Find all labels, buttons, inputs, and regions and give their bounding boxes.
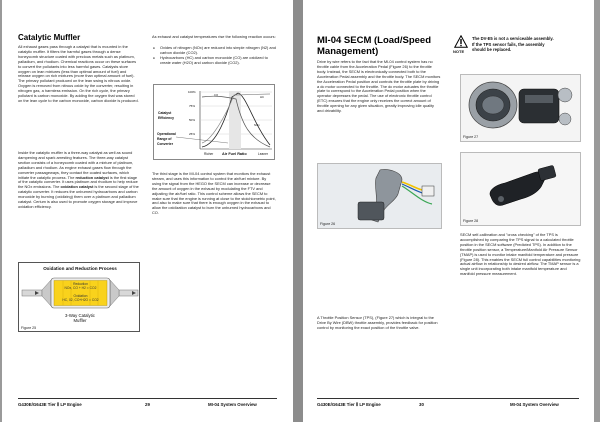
oxidation-reduction-diagram xyxy=(18,262,140,332)
figure-28-label: Figure 28 xyxy=(463,219,479,223)
curve-label-hc: HC xyxy=(260,95,265,99)
left-footer-model: G430E/G643E Tier Ⅱ LP Engine xyxy=(18,402,82,407)
warning-icon xyxy=(454,35,468,48)
reaction-bullet-hc-co: ● Hydrocarbons (HC) and carbon monoxide (CO) are oxidized to create water (H2O) and carbon dioxide (CO2). xyxy=(152,56,276,66)
throttle-body-illustration xyxy=(461,75,581,142)
para2-text-c: is the second stage of the catalytic converter. It reduces the unburned hydrocarbons and carbon monoxide by burning (oxidizing) them over a platinum and palladium catalyst. Cerium is also used to promote oxygen storage and improve oxidation efficiency. xyxy=(18,184,139,209)
x-axis-label: Air Fuel Ratio xyxy=(222,152,247,156)
para2-text-b: is the first stage of the catalytic converter. It uses platinum and rhodium to help reduce the NOx emissions. The xyxy=(18,174,138,190)
left-page xyxy=(2,0,293,422)
operational-range-line3: Converter xyxy=(157,142,174,146)
note-line-1: The DV-E5 is not a serviceable assembly. xyxy=(472,36,554,41)
right-footer-rule xyxy=(317,398,579,399)
drive-by-wire-paragraph: Drive by wire refers to the fact that the MI-04 control system has no throttle cable from the Acceleration Pedal (Figure 26) to the throttle body. Instead, the SECM is electronically connected both to the Acceleration Pedal assembly and the throttle body. The SECM monitors the Acceleration Pedal position and controls the throttle plate by driving a dc motor connected to the throttle. The dc motor actuates the throttle plate to correspond to the Acceleration Pedal position when the operator depresses the pedal. The use of electronic throttle control (ETC) ensures that the engine only receives the correct amount of throttle opening for any given situation, greatly improving idle quality and drivability. xyxy=(317,59,441,114)
figure-26-photo xyxy=(317,163,442,229)
y-axis-label-line2: Efficiency xyxy=(158,116,175,120)
diagram-title: Oxidation and Reduction Process xyxy=(43,266,117,271)
operational-range-line1: Operational xyxy=(157,132,176,136)
diagram-caption-line2: Muffler xyxy=(73,318,87,323)
para2-text-a: Inside the catalytic muffler is a three-way catalyst as well as sound dampening and spark arresting features. The three-way catalyst section consists of a honeycomb coated with a mixture of platinum, palladium and rhodium. As engine exhaust gases flow through the converter passageways, they contact the coated surfaces, which initiate the catalytic process. The xyxy=(18,150,134,180)
page-gutter xyxy=(293,0,303,422)
reaction-intro: As exhaust and catalyst temperatures rise the following reaction occurs: xyxy=(152,34,276,39)
reduction-label: Reduction xyxy=(73,282,88,286)
figure-26-label: Figure 26 xyxy=(320,222,336,226)
oxidation-equation: HC, 02, CO+H2O = CO2 xyxy=(62,298,99,302)
secm-calibration-paragraph: SECM self-calibration and "cross checking" of the TPS is accomplished by comparing the TPS signal to a calculated throttle position in the SECM software (Predicted TPS). In addition to the throttle position sensor, a Temperature/Manifold Air Pressure Sensor (TMAP) is used to monitor intake manifold temperature and pressure (Figure 28). This enables the SECM full control capabilities monitoring actual airflow in relationship to desired airflow. The TMAP sensor is a single unit incorporating both intake manifold temperature and manifold pressure measurement. xyxy=(460,232,581,277)
oxidation-label: Oxidation xyxy=(73,294,88,298)
control-system-paragraph: The third stage is the MI-04 control system that monitors the exhaust stream, and uses this information to control the air/fuel mixture. By using the signal from the HEGO the SECM can increase or decrease the amount of oxygen in the exhaust by modulating the FTV and adjusting the air/fuel ratio. This control scheme allows the SECM to make sure that the engine is running at close to the stoichiometric point, and also to make sure that there is enough oxygen in the exhaust to allow the oxidization catalyst to burn the unburned hydrocarbons and CO. xyxy=(152,171,276,216)
curve-label-nox: NOx xyxy=(254,123,260,127)
catalytic-muffler-heading: Catalytic Muffler xyxy=(18,33,81,42)
y-tick-25: 25% xyxy=(189,132,196,136)
y-tick-50: 50% xyxy=(189,118,196,122)
y-tick-75: 75% xyxy=(189,104,196,108)
tps-paragraph: A Throttle Position Sensor (TPS), (Figure 27) which is integral to the Drive By Wire (DBW) throttle assembly, provides feedback for position control by monitoring the exact position of the throttle valve. xyxy=(317,315,438,330)
x-label-leaner: Leaner xyxy=(258,152,268,156)
right-page-number: 30 xyxy=(419,402,424,407)
reaction-bullet-list xyxy=(152,46,276,66)
catalyst-efficiency-chart xyxy=(153,84,275,160)
reaction-bullet-nox: ● Oxides of nitrogen (NOx) are reduced into simple nitrogen (N2) and carbon dioxide (CO2). xyxy=(152,46,276,56)
secm-heading-line2: Management) xyxy=(317,46,379,57)
y-tick-100: 100% xyxy=(188,90,196,94)
curve-label-co: CO xyxy=(214,93,219,97)
reduction-catalyst-term: reduction catalyst xyxy=(75,174,109,180)
left-footer-rule xyxy=(18,398,277,399)
operational-range-line2: Range of xyxy=(157,137,172,141)
figure-28-photo xyxy=(460,152,581,226)
figure-27-label: Figure 27 xyxy=(463,135,479,139)
left-page-number: 29 xyxy=(145,402,150,407)
right-footer-section: MI-04 System Overview xyxy=(510,402,559,407)
note-line-3: should be replaced. xyxy=(472,47,512,52)
secm-heading-line1: MI-04 SECM (Load/Speed xyxy=(317,35,432,46)
figure-27-photo xyxy=(460,74,581,142)
diagram-caption-line1: 3-Way Catalytic xyxy=(65,313,95,318)
catalytic-muffler-paragraph-1: All exhaust gases pass through a catalyst that is mounted in the catalytic muffler. It filters the harmful gases through a dense honeycomb structure coated with precious metals such as platinum, palladium, and rhodium. Chemical reactions occur on these surfaces to convert the pollutants into less harmful gases. Catalysts store oxygen on lean mixtures (less than optimal amount of fuel) and release oxygen on rich mixtures (more than optimal amount of fuel). The primary pollutant produced on the lean swing is nitrous oxide. Oxygen is removed from nitrous oxide by the converter, resulting in nitrogen gas, a harmless emission. On the rich cycle, the primary pollutant is carbon monoxide. By adding the oxygen that was stored on the lean cycle to the carbon monoxide, carbon dioxide is produced. xyxy=(18,44,139,103)
right-page xyxy=(303,0,594,422)
note-box xyxy=(452,33,580,65)
accelerator-pedal-illustration xyxy=(318,164,442,229)
x-label-richer: Richer xyxy=(204,152,214,156)
note-line-2: If the TPS sensor fails, the assembly xyxy=(472,41,545,47)
catalytic-muffler-paragraph-2 xyxy=(18,151,139,210)
oxidation-catalyst-term: oxidation catalyst xyxy=(60,184,94,190)
tmap-sensor-illustration xyxy=(461,153,581,226)
right-footer-model: G430E/G643E Tier Ⅱ LP Engine xyxy=(317,402,381,407)
figure-25-label: Figure 25 xyxy=(21,326,37,330)
reduction-equation: NOx, CO + H2 = CO2 xyxy=(64,286,97,290)
left-footer-section: MI-04 System Overview xyxy=(208,402,257,407)
y-axis-label-line1: Catalyst xyxy=(158,111,172,115)
note-label: NOTE xyxy=(453,49,465,54)
